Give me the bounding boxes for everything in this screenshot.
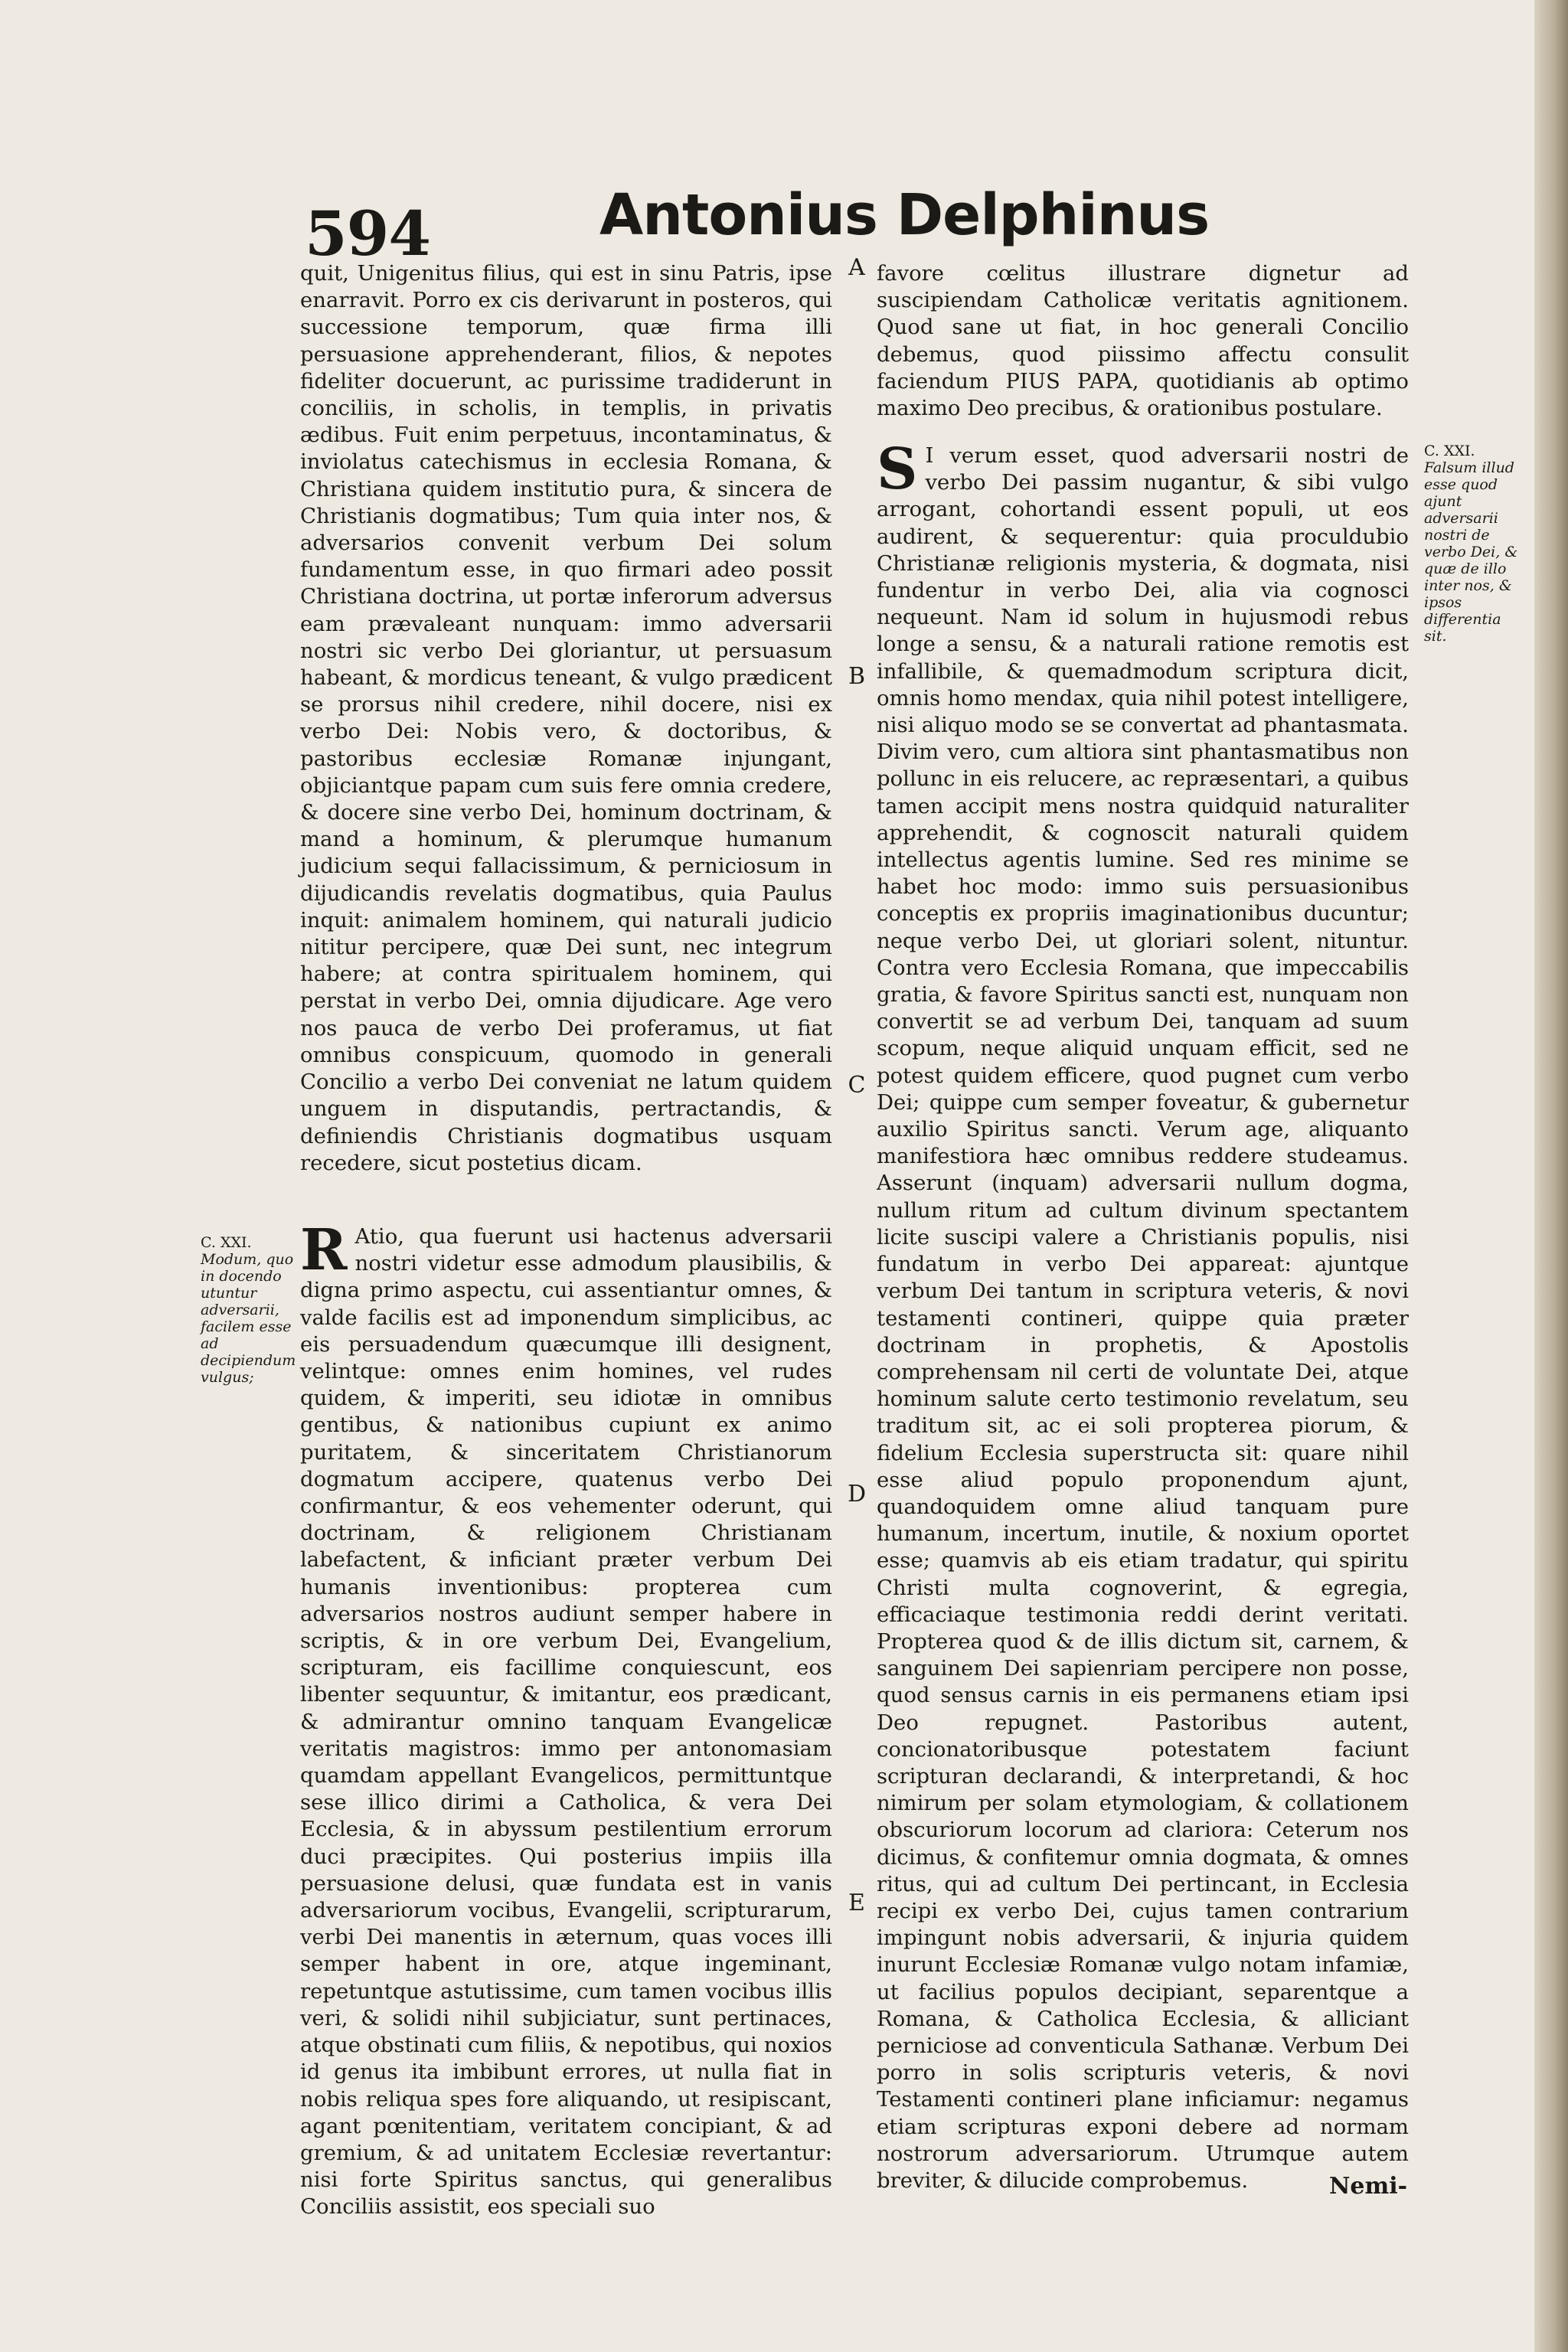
dropcap-r: R xyxy=(300,1217,348,1283)
book-page-edge xyxy=(1534,0,1568,2352)
section-marker-a: A xyxy=(848,254,865,281)
section-marker-e: E xyxy=(848,1890,865,1916)
right-margin-note xyxy=(1424,443,1524,645)
section-marker-b: B xyxy=(848,663,866,690)
right-paragraph-2 xyxy=(877,436,1409,2194)
page-author-title: Antonius Delphinus xyxy=(599,182,1210,248)
left-paragraph-1: quit, Unigenitus filius, qui est in sinu Patris, ipse enarravit. Porro ex cis derivarunt in posteros, qui successione temporum, quæ firma illi persuasione apprehenderant, filios, & nepotes fideliter docuerunt, ac purissime tradiderunt in conciliis, in scholis, in templis, in privatis ædibus. Fuit enim perpetuus, incontaminatus, & inviolatus catechismus in ecclesia Romana, & Christiana quidem institutio pura, & sincera de Christianis dogmatibus; Tum quia inter nos, & adversarios convenit verbum Dei solum fundamentum esse, in quo firmari adeo possit Christiana doctrina, ut portæ inferorum adversus eam prævaleant nunquam: immo adversarii nostri sic verbo Dei gloriantur, ut persuasum habeant, & mordicus teneant, & vulgo prædicent se prorsus nihil credere, nihil docere, nisi ex verbo Dei: Nobis vero, & doctoribus, & pastoribus ecclesiæ Romanæ injungant, objiciantque papam cum suis fere omnia credere, & docere sine verbo Dei, hominum doctrinam, & mand a hominum, & plerumque humanum judicium sequi fallacissimum, & perniciosum in dijudicandis revelatis dogmatibus, quia Paulus inquit: animalem hominem, qui naturali judicio nititur percipere, quæ Dei sunt, nec integrum habere; at contra spiritualem hominem, qui perstat in verbo Dei, omnia dijudicare. Age vero nos pauca de verbo Dei proferamus, ut fiat omnibus conspicuum, quomodo in generali Concilio a verbo Dei conveniat ne latum quidem unguem in disputandis, pertractandis, & definiendis Christianis dogmatibus usquam recedere, sicut postetius dicam. xyxy=(300,261,832,1175)
right-margin-note-text: Falsum illud esse quod ajunt adversarii nostri de verbo Dei, & quæ de illo inter nos, & ipsos differentia sit. xyxy=(1424,459,1518,645)
section-marker-c: C xyxy=(848,1072,866,1099)
left-margin-note-head: C. XXI. xyxy=(201,1234,252,1251)
page-number: 594 xyxy=(305,198,430,270)
right-column-top xyxy=(877,260,1409,422)
right-column-bottom xyxy=(877,436,1409,2194)
catchword: Nemi- xyxy=(1329,2173,1408,2200)
right-paragraph-2-text: I verum esset, quod adversarii nostri de verbo Dei passim nugantur, & sibi vulgo arrogant, cohortandi essent populi, ut eos audirent, & sequerentur: quia proculdubio Christianæ religionis mysteria, & dogmata, nisi fundentur in verbo Dei, alia via cognosci nequeunt. Nam id solum in hujusmodi rebus longe a sensu, & a naturali ratione remotis est infallibile, & quemadmodum scriptura dicit, omnis homo mendax, quia nihil potest intelligere, nisi aliquo modo se se convertat ad phantasmata. Divim vero, cum altiora sint phantasmatibus non pollunc in eis relucere, ac repræsentari, a quibus tamen accipit mens nostra quidquid naturaliter apprehendit, & cognoscit naturali quidem intellectus agentis lumine. Sed res minime se habet hoc modo: immo suis persuasionibus conceptis ex propriis imaginationibus ducuntur; neque verbo Dei, ut gloriari solent, nituntur. Contra vero Ecclesia Romana, que impeccabilis gratia, & favore Spiritus sancti est, nunquam non convertit se ad verbum Dei, tanquam ad suum scopum, neque aliquid unquam efficit, sed ne potest quidem efficere, quod pugnet cum verbo Dei; quippe cum semper foveatur, & gubernetur auxilio Spiritus sancti. Verum age, aliquanto manifestiora hæc omnibus reddere studeamus. Asserunt (inquam) adversarii nullum dogma, nullum ritum ad cultum divinum spectantem licite suscipi valere a Christianis populis, nisi fundatum in verbo Dei appareat: ajuntque verbum Dei tantum in scriptura veteris, & novi testamenti contineri, quippe quia præter doctrinam in prophetis, & Apostolis comprehensam nil certi de voluntate Dei, atque hominum salute certo testimonio revelatum, seu traditum sit, ac ei soli propterea piorum, & fidelium Ecclesia superstructa sit: quare nihil esse aliud populo proponendum ajunt, quandoquidem omne aliud tanquam pure humanum, incertum, inutile, & noxium oportet esse; quamvis ab eis etiam tradatur, qui spiritu Christi multa cognoverint, & egregia, efficaciaque testimonia reddi derint veritati. Propterea quod & de illis dictum sit, carnem, & sanguinem Dei sapienriam percipere non posse, quod sensus carnis in eis permanens etiam ipsi Deo repugnet. Pastoribus autent, concionatoribusque potestatem faciunt scripturan declarandi, & interpretandi, & hoc nimirum per solam etymologiam, & collationem obscuriorum locorum ad clariora: Ceterum nos dicimus, & confitemur omnia dogmata, & omnes ritus, qui ad cultum Dei pertincant, in Ecclesia recipi ex verbo Dei, cujus tamen contrarium impingunt nobis adversarii, & injuria quidem inurunt Ecclesiæ Romanæ vulgo notam infamiæ, ut facilius populos decipiant, separentque a Romana, & Catholica Ecclesia, & alliciant perniciose ad conventicula Sathanæ. Verbum Dei porro in solis scripturis veteris, & novi Testamenti contineri plane inficiamur: negamus etiam scripturas exponi debere ad normam nostrorum adversariorum. Utrumque autem breviter, & dilucide comprobemus. xyxy=(877,443,1409,2193)
left-margin-note xyxy=(201,1234,300,1386)
left-paragraph-2 xyxy=(300,1217,832,2221)
left-paragraph-2-text: Atio, qua fuerunt usi hactenus adversarii nostri videtur esse admodum plausibilis, & digna primo aspectu, cui assentiantur omnes, & valde facilis est ad imponendum simplicibus, ac eis persuadendum quæcumque illi designent, velintque: omnes enim homines, vel rudes quidem, & imperiti, seu idiotæ in omnibus gentibus, & nationibus cupiunt ex animo puritatem, & sinceritatem Christianorum dogmatum accipere, quatenus verbo Dei confirmantur, & eos vehementer oderunt, qui doctrinam, & religionem Christianam labefactent, & inficiant præter verbum Dei humanis inventionibus: propterea cum adversarios nostros audiunt semper habere in scriptis, & in ore verbum Dei, Evangelium, scripturam, eis facillime conquiescunt, eos libenter sequuntur, & imitantur, eos prædicant, & admirantur omnino tanquam Evangelicæ veritatis magistros: immo per antonomasiam quamdam appellant Evangelicos, permittuntque sese illico dirimi a Catholica, & vera Dei Ecclesia, & in abyssum pestilentium errorum duci præcipites. Qui posterius impiis illa persuasione delusi, quæ fundata est in vanis adversariorum vocibus, Evangelii, scripturarum, verbi Dei manentis in æternum, quas voces illi semper habent in ore, atque ingeminant, repetuntque astutissime, cum tamen vocibus illis veri, & solidi nihil subjiciatur, sunt pertinaces, atque obstinati cum filiis, & nepotibus, qui noxios id genus ita imbibunt errores, ut nulla fiat in nobis reliqua spes fore aliquando, ut resipiscant, agant pœnitentiam, veritatem concipiant, & ad gremium, & ad unitatem Ecclesiæ revertantur: nisi forte Spiritus sanctus, qui generalibus Conciliis assistit, eos speciali suo xyxy=(300,1224,832,2220)
right-paragraph-1: favore cœlitus illustrare dignetur ad suscipiendam Catholicæ veritatis agnitionem. Quod sane ut fiat, in hoc generali Concilio debemus, quod piissimo affectu consulit faciendum PIUS PAPA, quotidianis ab optimo maximo Deo precibus, & orationibus postulare. xyxy=(877,261,1409,421)
left-column-bottom xyxy=(300,1217,832,2221)
section-marker-d: D xyxy=(847,1481,867,1508)
right-margin-note-head: C. XXI. xyxy=(1424,443,1475,459)
dropcap-s: S xyxy=(877,436,918,502)
left-column-top xyxy=(300,260,832,1177)
left-margin-note-text: Modum, quo in docendo utuntur adversarii, facilem esse ad decipiendum vulgus; xyxy=(201,1251,296,1386)
